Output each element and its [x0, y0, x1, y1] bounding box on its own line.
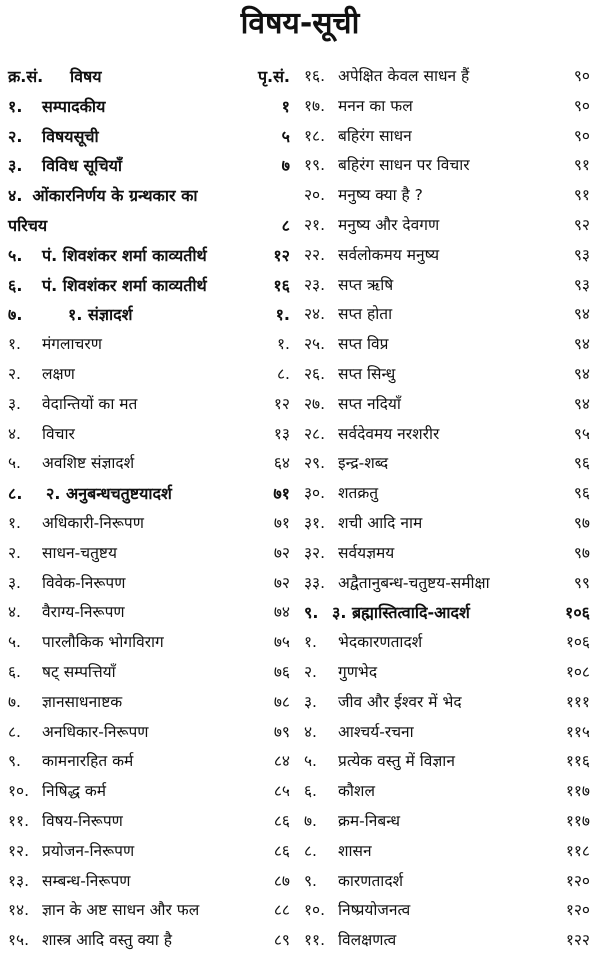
- entry-page: ९४: [573, 305, 590, 324]
- entry-page: ७८: [273, 692, 290, 711]
- entry-number: २१.: [304, 215, 326, 234]
- toc-entry: [8, 330, 294, 360]
- toc-entry: [304, 688, 594, 718]
- entry-page: १२: [273, 394, 290, 413]
- entry-title: पं. शिवशंकर शर्मा काव्यतीर्थ: [42, 245, 207, 265]
- entry-number: २६.: [304, 364, 326, 383]
- entry-title: विचार: [42, 424, 75, 443]
- entry-page: ९५: [573, 424, 590, 443]
- toc-entry: [304, 509, 594, 539]
- entry-page: ७९: [273, 722, 290, 741]
- entry-page: ९७: [573, 513, 590, 532]
- toc-entry: [304, 300, 594, 330]
- entry-number: १.: [8, 513, 21, 532]
- toc-header: [8, 62, 294, 92]
- entry-title: वेदान्तियों का मत: [42, 394, 138, 413]
- entry-number: ७.: [8, 692, 21, 711]
- entry-number: २४.: [304, 305, 326, 324]
- entry-number: ६.: [304, 782, 317, 801]
- entry-title: क्रम-निबन्ध: [338, 811, 401, 830]
- entry-page: १०६: [565, 603, 590, 623]
- entry-number: २.: [8, 126, 23, 146]
- toc-entry: [8, 390, 294, 420]
- entry-number: ९.: [304, 603, 319, 623]
- entry-page: ७: [281, 156, 290, 176]
- toc-column-left: [8, 62, 294, 956]
- entry-title: अद्वैतानुबन्ध-चतुष्टय-समीक्षा: [338, 573, 490, 592]
- entry-title: शतक्रतु: [338, 484, 379, 503]
- entry-number: ५.: [8, 454, 21, 473]
- entry-title: प्रयोजन-निरूपण: [42, 841, 135, 860]
- entry-number: ४.: [8, 186, 23, 206]
- entry-number: २८.: [304, 424, 326, 443]
- entry-title: मनन का फल: [338, 96, 413, 115]
- entry-page: ११५: [565, 722, 590, 741]
- entry-page: ८७: [273, 871, 290, 890]
- toc-entry: [8, 360, 294, 390]
- toc-entry: [304, 718, 594, 748]
- toc-entry: [304, 241, 594, 271]
- toc-entry: [8, 449, 294, 479]
- toc-entry: [304, 807, 594, 837]
- toc-entry: [304, 151, 594, 181]
- entry-title: सर्वयज्ञमय: [338, 543, 395, 562]
- entry-title: जीव और ईश्वर में भेद: [338, 692, 462, 711]
- entry-title: षट् सम्पत्तियाँ: [42, 662, 116, 681]
- entry-number: १९.: [304, 156, 326, 175]
- toc-entry: [304, 598, 594, 628]
- entry-title: सप्त विप्र: [338, 335, 389, 354]
- entry-number: ५.: [304, 752, 317, 771]
- entry-number: ६.: [8, 662, 21, 681]
- entry-number: ४.: [304, 722, 317, 741]
- entry-number: २२.: [304, 245, 326, 264]
- entry-title: प्रत्येक वस्तु में विज्ञान: [338, 752, 455, 771]
- entry-number: २९.: [304, 454, 326, 473]
- entry-page: ९६: [573, 454, 590, 473]
- toc-entry: [8, 300, 294, 330]
- entry-title: पं. शिवशंकर शर्मा काव्यतीर्थ: [42, 275, 207, 295]
- entry-page: ९२: [573, 215, 590, 234]
- entry-page: ९१: [573, 156, 590, 175]
- entry-title: सम्बन्ध-निरूपण: [42, 871, 131, 890]
- toc-entry: [304, 211, 594, 241]
- entry-title: ओंकारनिर्णय के ग्रन्थकार का: [32, 186, 198, 206]
- entry-page: ९६: [573, 484, 590, 503]
- toc-entry: [8, 747, 294, 777]
- entry-page: ८५: [273, 782, 290, 801]
- entry-page: ७५: [273, 633, 290, 652]
- toc-entry: [304, 747, 594, 777]
- entry-title: २. अनुबन्धचतुष्टयादर्श: [46, 484, 172, 504]
- toc-entry: [8, 479, 294, 509]
- entry-page: ९३: [573, 245, 590, 264]
- entry-title: कामनारहित कर्म: [42, 752, 134, 771]
- entry-title: मनुष्य क्या है ?: [338, 186, 423, 205]
- entry-title: कौशल: [338, 782, 375, 801]
- entry-number: ८.: [8, 484, 23, 504]
- entry-title-continued: परिचय: [8, 215, 48, 235]
- toc-entry: [8, 539, 294, 569]
- entry-number: ३१.: [304, 513, 326, 532]
- header-num: क्र.सं.: [8, 67, 44, 86]
- entry-page: ९१: [573, 186, 590, 205]
- entry-number: १.: [8, 96, 23, 116]
- entry-page: १११: [565, 692, 590, 711]
- entry-line: [8, 181, 198, 211]
- toc-entry: [304, 360, 594, 390]
- toc-entry: [8, 598, 294, 628]
- entry-page: ७४: [273, 603, 290, 622]
- entry-title: सर्वदेवमय नरशरीर: [338, 424, 440, 443]
- entry-number: ९.: [304, 871, 317, 890]
- header-subject: विषय: [70, 67, 102, 86]
- header-page: पृ.सं.: [257, 67, 290, 86]
- toc-entry: [304, 867, 594, 897]
- toc-entry: [8, 420, 294, 450]
- entry-title: ज्ञानसाधनाष्टक: [42, 692, 123, 711]
- entry-page: ९७: [573, 543, 590, 562]
- toc-entry: [8, 151, 294, 181]
- entry-number: २.: [304, 662, 317, 681]
- entry-page: ९४: [573, 394, 590, 413]
- entry-title: भेदकारणतादर्श: [338, 633, 423, 652]
- entry-title: सर्वलोकमय मनुष्य: [338, 245, 440, 264]
- toc-entry: [8, 777, 294, 807]
- entry-number: ६.: [8, 275, 23, 295]
- entry-number: ११.: [8, 811, 30, 830]
- entry-title: विलक्षणत्व: [338, 931, 397, 950]
- toc-entry: [8, 867, 294, 897]
- entry-title: शास्त्र आदि वस्तु क्या है: [42, 931, 172, 950]
- toc-entry: [8, 181, 294, 241]
- entry-title: अनधिकार-निरूपण: [42, 722, 149, 741]
- entry-number: २७.: [304, 394, 326, 413]
- entry-page: ११७: [565, 782, 590, 801]
- toc-entry: [304, 569, 594, 599]
- entry-page: ८४: [273, 752, 290, 771]
- entry-title: १. संज्ञादर्श: [68, 305, 133, 325]
- entry-title: अवशिष्ट संज्ञादर्श: [42, 454, 135, 473]
- entry-number: २३.: [304, 275, 326, 294]
- entry-number: ५.: [8, 633, 21, 652]
- entry-number: ४.: [8, 603, 21, 622]
- entry-title: सप्त सिन्धु: [338, 364, 396, 383]
- entry-number: १५.: [8, 931, 30, 950]
- entry-number: १०.: [8, 782, 30, 801]
- toc-entry: [304, 926, 594, 956]
- toc-entry: [8, 569, 294, 599]
- entry-page: ८.: [277, 364, 290, 383]
- entry-number: १७.: [304, 96, 326, 115]
- toc-entry: [304, 658, 594, 688]
- toc-entry: [8, 509, 294, 539]
- entry-title: विषय-निरूपण: [42, 811, 123, 830]
- entry-page: ११८: [565, 841, 590, 860]
- entry-page: १: [281, 96, 290, 116]
- entry-number: ३.: [8, 573, 21, 592]
- entry-page: १३: [273, 424, 290, 443]
- entry-title: साधन-चतुष्टय: [42, 543, 117, 562]
- entry-title: लक्षण: [42, 364, 75, 383]
- toc-entry: [304, 837, 594, 867]
- entry-title: बहिरंग साधन: [338, 126, 412, 145]
- entry-number: ४.: [8, 424, 21, 443]
- entry-title: पारलौकिक भोगविराग: [42, 633, 164, 652]
- entry-title: इन्द्र-शब्द: [338, 454, 389, 473]
- toc-entry: [8, 92, 294, 122]
- toc-entry: [304, 420, 594, 450]
- toc-entry: [304, 62, 594, 92]
- entry-page: ५: [281, 126, 290, 146]
- toc-entry: [304, 777, 594, 807]
- entry-title: निषिद्ध कर्म: [42, 782, 107, 801]
- entry-page: ११६: [565, 752, 590, 771]
- entry-number: ११.: [304, 931, 326, 950]
- entry-title: मनुष्य और देवगण: [338, 215, 440, 234]
- entry-number: २०.: [304, 186, 326, 205]
- entry-number: ३३.: [304, 573, 326, 592]
- toc-entry: [8, 688, 294, 718]
- toc-entry: [304, 271, 594, 301]
- entry-page: ६४: [273, 454, 290, 473]
- entry-number: ८.: [304, 841, 317, 860]
- toc-entry: [304, 92, 594, 122]
- entry-title: निष्प्रयोजनत्व: [338, 901, 411, 920]
- entry-title: ३. ब्रह्मास्तित्वादि-आदर्श: [332, 603, 470, 623]
- entry-page: १२: [273, 245, 290, 265]
- entry-page: ९९: [573, 573, 590, 592]
- entry-title: सम्पादकीय: [42, 96, 106, 116]
- entry-page: ७१: [273, 484, 290, 504]
- entry-page: ८८: [273, 901, 290, 920]
- entry-page: ९४: [573, 364, 590, 383]
- toc-entry: [304, 330, 594, 360]
- entry-number: २.: [8, 364, 21, 383]
- entry-title: अधिकारी-निरूपण: [42, 513, 144, 532]
- entry-number: १०.: [304, 901, 326, 920]
- entry-title: वैराग्य-निरूपण: [42, 603, 125, 622]
- entry-title: सप्त नदियाँ: [338, 394, 401, 413]
- entry-title: मंगलाचरण: [42, 335, 102, 354]
- toc-list-left: [8, 92, 294, 956]
- toc-entry: [304, 628, 594, 658]
- entry-number: ३.: [8, 156, 23, 176]
- entry-number: १.: [304, 633, 317, 652]
- entry-page: ७६: [273, 662, 290, 681]
- toc-entry: [304, 479, 594, 509]
- entry-number: १२.: [8, 841, 30, 860]
- toc-column-right: [304, 62, 594, 956]
- toc-entry: [304, 449, 594, 479]
- entry-title: सप्त ऋषि: [338, 275, 394, 294]
- entry-page: १२०: [565, 901, 590, 920]
- toc-entry: [304, 390, 594, 420]
- entry-title: अपेक्षित केवल साधन हैं: [338, 67, 470, 85]
- entry-title: विविध सूचियाँ: [42, 156, 123, 176]
- entry-number: १३.: [8, 871, 30, 890]
- toc-entry: [304, 181, 594, 211]
- entry-title: शासन: [338, 841, 372, 860]
- entry-title: शची आदि नाम: [338, 513, 423, 532]
- entry-title: ज्ञान के अष्ट साधन और फल: [42, 901, 200, 920]
- entry-number: ३.: [8, 394, 21, 413]
- entry-title: विवेक-निरूपण: [42, 573, 126, 592]
- entry-page: ७१: [273, 513, 290, 532]
- entry-page: ८६: [273, 811, 290, 830]
- toc-entry: [8, 628, 294, 658]
- entry-number: १४.: [8, 901, 30, 920]
- entry-number: ३२.: [304, 543, 326, 562]
- page-title: विषय-सूची: [240, 6, 360, 41]
- entry-number: ३०.: [304, 484, 326, 503]
- toc-entry: [8, 122, 294, 152]
- entry-title: बहिरंग साधन पर विचार: [338, 156, 470, 175]
- entry-number: २.: [8, 543, 21, 562]
- entry-page: १२२: [565, 931, 590, 950]
- entry-page: ९०: [573, 67, 590, 85]
- entry-page: १०८: [565, 662, 590, 681]
- entry-page: १०६: [565, 633, 590, 652]
- entry-title: गुणभेद: [338, 662, 378, 681]
- toc-entry: [8, 896, 294, 926]
- entry-title: विषयसूची: [42, 126, 99, 146]
- entry-page: १.: [277, 335, 290, 354]
- entry-page: ९०: [573, 96, 590, 115]
- entry-page: ११७: [565, 811, 590, 830]
- entry-page: १.: [275, 305, 290, 325]
- toc-entry: [8, 658, 294, 688]
- toc-entry: [8, 926, 294, 956]
- toc-list-right: [304, 62, 594, 956]
- entry-number: १६.: [304, 67, 326, 85]
- entry-title: कारणतादर्श: [338, 871, 404, 890]
- entry-page: ७२: [273, 573, 290, 592]
- toc-entry: [8, 718, 294, 748]
- toc-entry: [304, 896, 594, 926]
- toc-entry: [304, 122, 594, 152]
- entry-page: ८: [281, 215, 290, 235]
- entry-number: ७.: [304, 811, 317, 830]
- toc-entry: [8, 837, 294, 867]
- toc-entry: [8, 807, 294, 837]
- toc-entry: [8, 271, 294, 301]
- entry-number: ८.: [8, 722, 21, 741]
- toc-entry: [8, 241, 294, 271]
- entry-number: ९.: [8, 752, 21, 771]
- entry-number: ३.: [304, 692, 317, 711]
- entry-number: १८.: [304, 126, 326, 145]
- entry-page: ७२: [273, 543, 290, 562]
- entry-page: १६: [273, 275, 290, 295]
- entry-page: ९३: [573, 275, 590, 294]
- entry-number: १.: [8, 335, 21, 354]
- entry-number: २५.: [304, 335, 326, 354]
- entry-page: १२०: [565, 871, 590, 890]
- entry-page: ९४: [573, 335, 590, 354]
- entry-page: ८९: [273, 931, 290, 950]
- entry-page: ८६: [273, 841, 290, 860]
- entry-number: ७.: [8, 305, 23, 325]
- entry-number: ५.: [8, 245, 23, 265]
- toc-entry: [304, 539, 594, 569]
- entry-title: सप्त होता: [338, 305, 393, 324]
- entry-title: आश्चर्य-रचना: [338, 722, 414, 741]
- entry-page: ९०: [573, 126, 590, 145]
